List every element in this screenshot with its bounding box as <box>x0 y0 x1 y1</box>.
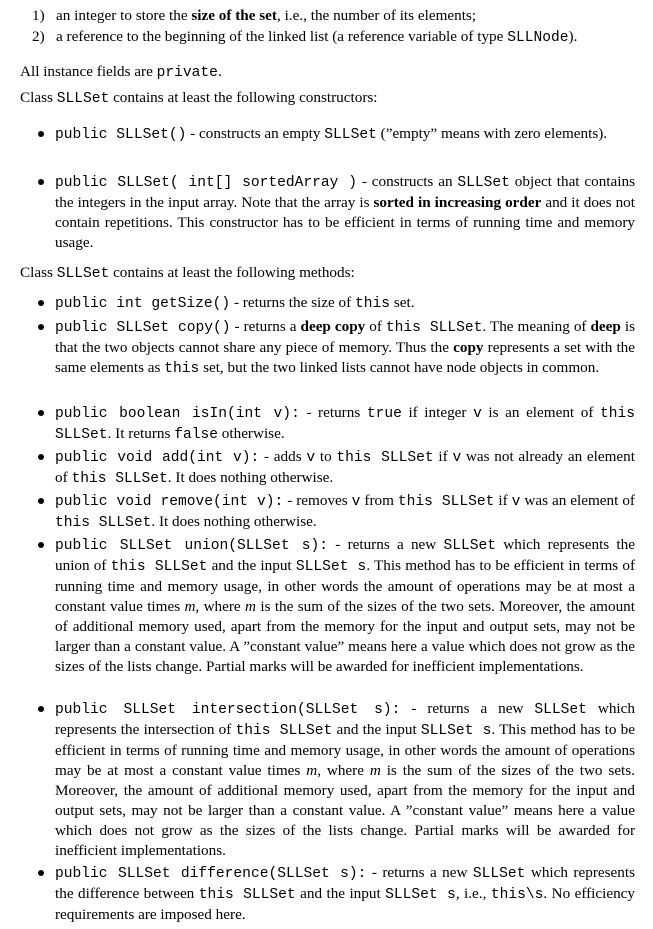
code: this SLLSet <box>55 515 152 531</box>
math-var: m <box>306 762 318 779</box>
math-var: m <box>184 598 196 615</box>
text: and the input <box>332 721 421 738</box>
text: contains at least the following methods: <box>109 264 355 281</box>
code: this\s <box>490 887 544 903</box>
code: this <box>355 296 391 312</box>
code: public SLLSet union(SLLSet s): <box>55 538 329 554</box>
item-number: 1) <box>32 7 45 24</box>
item-text: a reference to the beginning of the linked list (a reference variable of type <box>56 28 508 45</box>
text: which represents the difference between <box>55 864 635 902</box>
code: this SLLSet <box>235 723 333 739</box>
code: this <box>164 361 200 377</box>
item-bold: size of the set <box>191 7 277 24</box>
text: All instance fields are <box>20 63 157 80</box>
math-var: m <box>369 762 381 779</box>
bold: deep copy <box>300 318 366 335</box>
code: SLLSet <box>56 266 110 282</box>
list-item <box>20 6 640 27</box>
text: Class <box>20 264 57 281</box>
code: SLLSet s <box>420 723 492 739</box>
code: SLLSet <box>472 866 526 882</box>
text: otherwise. <box>217 425 285 442</box>
paragraph-fields <box>20 62 635 83</box>
text: was not already an element of <box>55 448 635 486</box>
code: false <box>174 427 218 443</box>
text: , where <box>195 598 246 615</box>
list-item <box>20 27 640 48</box>
text: was an element of <box>520 492 635 509</box>
text: . It returns <box>107 425 175 442</box>
text: which represents the intersection of <box>55 700 635 738</box>
list-item <box>20 317 635 403</box>
text: and the input <box>207 557 296 574</box>
code: SLLSet s <box>385 887 456 903</box>
text: to <box>315 448 337 465</box>
code: SLLSet s <box>295 559 367 575</box>
code: public SLLSet( int[] sortedArray ) <box>55 175 357 191</box>
list-item <box>20 863 635 925</box>
code: public void add(int v): <box>55 450 260 466</box>
method-list <box>20 293 635 925</box>
code: this SLLSet <box>198 887 296 903</box>
text: is the sum of the sizes of the two sets. Moreover, the amount of additional memory used, apart from the memory for the input and output sets, may not be larger than a constant value. A ”constant value” means here a value which does not grow as the sizes of the lists change. Partial marks will be awarded for inefficient implementations. <box>55 762 635 859</box>
text: Class <box>20 89 57 106</box>
code: this SLLSet <box>385 320 483 336</box>
bullet-icon <box>38 498 44 504</box>
text: . This method has to be efficient in terms of running time and memory usage, in other words the amount of operations may be at most a constant value times <box>55 557 636 615</box>
text: - returns a new <box>400 700 535 717</box>
code: public int getSize() <box>55 296 231 312</box>
code: this SLLSet <box>110 559 208 575</box>
code: public void remove(int v): <box>55 494 284 510</box>
text: and the input <box>295 885 386 902</box>
code: this SLLSet <box>71 471 168 487</box>
item-text: , i.e., the number of its elements; <box>276 7 477 24</box>
paragraph-constructors <box>20 88 635 109</box>
text: . It does nothing otherwise. <box>167 469 334 486</box>
list-item <box>20 172 635 253</box>
bullet-icon <box>38 706 44 712</box>
text: and it does not contain repetitions. This constructor has to be efficient in terms of running time and memory usage. <box>55 194 635 251</box>
text: is the sum of the sizes of the two sets. Moreover, the amount of additional memory used, apart from the memory for the input and output sets, may not be larger than a constant value. A ”constant value” means here a value which does not grow as the sizes of the lists change. Partial marks will be awarded for inefficient implementations. <box>55 598 635 675</box>
code: this SLLSet <box>336 450 434 466</box>
text: - returns a new <box>366 864 473 881</box>
text: which represents the union of <box>55 536 635 574</box>
text: . The meaning of <box>482 318 591 335</box>
text: set. <box>390 294 415 311</box>
list-item <box>20 124 635 172</box>
bullet-icon <box>38 454 44 460</box>
text: . <box>217 63 222 80</box>
text: is that the two objects cannot share any piece of memory. Thus the <box>55 318 635 356</box>
code: SLLSet <box>324 127 377 143</box>
code: true <box>366 406 402 422</box>
text: from <box>360 492 398 509</box>
text: - adds <box>259 448 307 465</box>
text: - removes <box>283 492 352 509</box>
bold: deep <box>590 318 621 335</box>
bullet-icon <box>38 410 44 416</box>
text: , i.e., <box>455 885 491 902</box>
code: v <box>452 450 462 466</box>
bold: copy <box>453 339 484 356</box>
bullet-icon <box>38 300 44 306</box>
code: private <box>156 65 218 81</box>
text: - returns a <box>230 318 301 335</box>
text: - returns a new <box>328 536 444 553</box>
text: contains at least the following constructors: <box>109 89 378 106</box>
text: . No efficiency requirements are imposed here. <box>55 885 636 923</box>
text: object that contains the integers in the input array. Note that the array is <box>55 173 635 211</box>
bullet-icon <box>38 542 44 548</box>
list-item <box>20 293 635 317</box>
numbered-list <box>20 6 640 48</box>
item-text: ). <box>568 28 578 45</box>
code: v <box>511 494 521 510</box>
code: SLLSet <box>457 175 510 191</box>
item-number: 2) <box>32 28 45 45</box>
text: if integer <box>401 404 474 421</box>
text: of <box>365 318 386 335</box>
item-code: SLLNode <box>507 30 569 46</box>
code: this SLLSet <box>55 406 635 443</box>
code: SLLSet <box>443 538 497 554</box>
bullet-icon <box>38 179 44 185</box>
text: - constructs an empty <box>186 125 325 142</box>
code: public SLLSet copy() <box>55 320 231 336</box>
list-item <box>20 447 635 491</box>
code: SLLSet <box>534 702 587 718</box>
bullet-icon <box>38 131 44 137</box>
code: public SLLSet difference(SLLSet s): <box>55 866 367 882</box>
bold: sorted in increasing order <box>373 194 542 211</box>
text: is an element of <box>481 404 600 421</box>
code: v <box>473 406 482 422</box>
text: . It does nothing otherwise. <box>151 513 317 530</box>
text: - returns <box>299 404 367 421</box>
code: public SLLSet() <box>55 127 187 143</box>
bullet-icon <box>38 870 44 876</box>
list-item <box>20 535 635 699</box>
list-item <box>20 699 635 863</box>
text: - returns the size of <box>230 294 355 311</box>
text: , where <box>317 762 370 779</box>
text: - constructs an <box>357 173 458 190</box>
math-var: m <box>245 598 256 615</box>
list-item <box>20 403 635 447</box>
bullet-icon <box>38 324 44 330</box>
constructor-list <box>20 124 635 253</box>
text: if <box>433 448 453 465</box>
text: set, but the two linked lists cannot have node objects in common. <box>199 359 600 376</box>
item-text: an integer to store the <box>56 7 192 24</box>
text: if <box>494 492 512 509</box>
text: . This method has to be efficient in terms of running time and memory usage, in other words the amount of operations may be at most a constant value times <box>55 721 636 779</box>
code: v <box>351 494 361 510</box>
list-item <box>20 491 635 535</box>
paragraph-methods <box>20 263 635 284</box>
text: (”empty” means with zero elements). <box>376 125 608 142</box>
code: SLLSet <box>56 91 110 107</box>
code: this SLLSet <box>397 494 495 510</box>
code: public SLLSet intersection(SLLSet s): <box>55 702 401 718</box>
text: represents a set with the same elements as <box>55 339 635 376</box>
code: v <box>306 450 316 466</box>
code: public boolean isIn(int v): <box>55 406 300 422</box>
